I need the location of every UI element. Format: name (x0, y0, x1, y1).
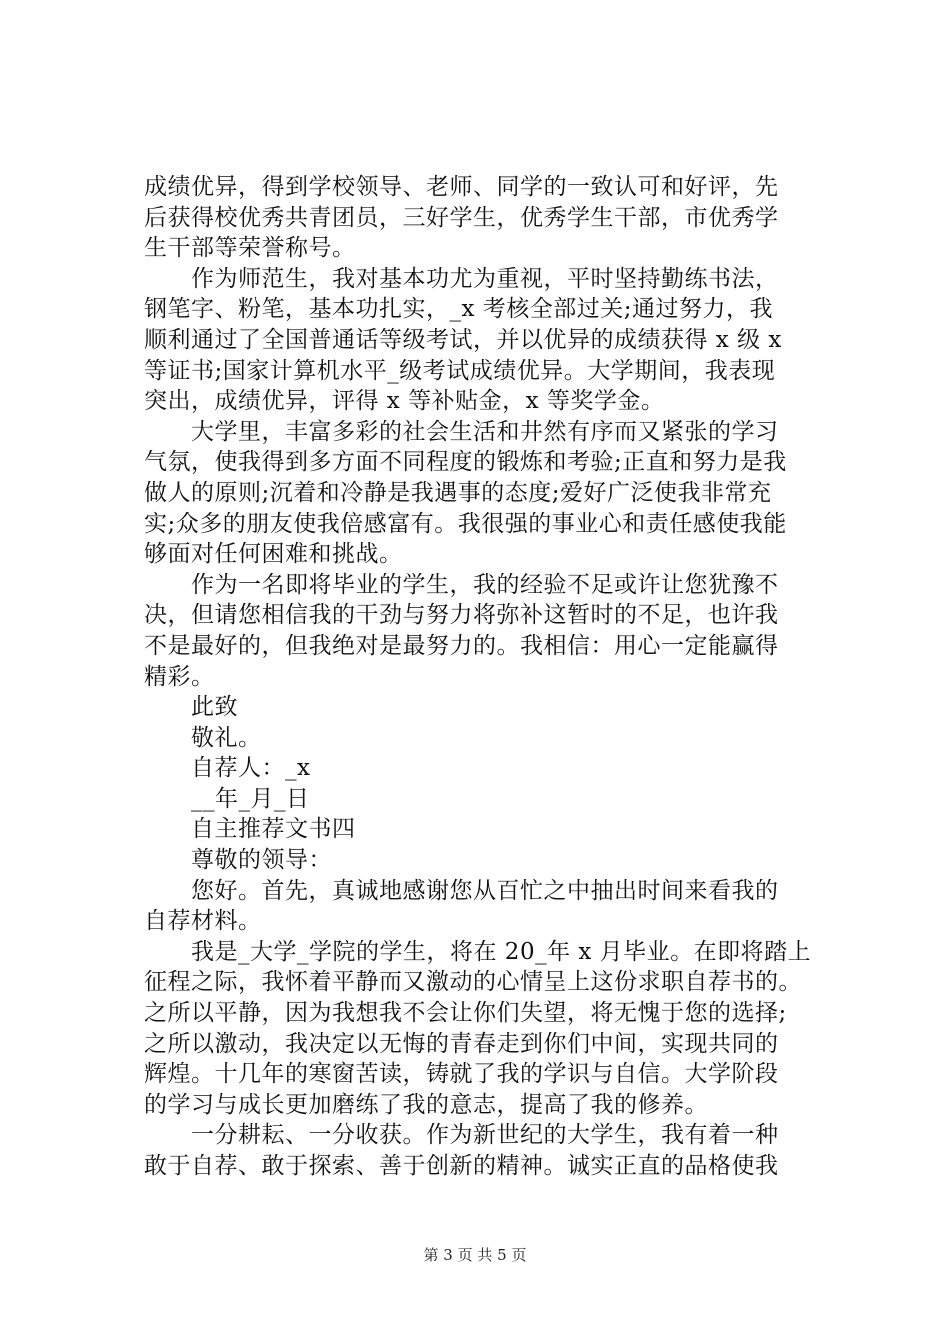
text-line: 不是最好的，但我绝对是最努力的。我相信：用心一定能赢得 (144, 632, 779, 659)
page-number-footer: 第 3 页 共 5 页 (423, 1246, 527, 1264)
text-line: 等证书;国家计算机水平_级考试成绩优异。大学期间，我表现 (144, 357, 776, 384)
text-line: 精彩。 (144, 663, 215, 690)
text-line: 顺利通过了全国普通话等级考试，并以优异的成绩获得 x 级 x (144, 326, 782, 353)
text-line: 成绩优异，得到学校领导、老师、同学的一致认可和好评，先 (144, 174, 779, 200)
greeting-line: 尊敬的领导： (144, 847, 332, 874)
text-line: 钢笔字、粉笔，基本功扎实，_x 考核全部过关;通过努力，我 (144, 296, 774, 323)
text-line: 之所以平静，因为我想我不会让你们失望，将无愧于您的选择; (144, 1000, 787, 1027)
text-line: 我是_大学_学院的学生，将在 20_年 x 月毕业。在即将踏上 (144, 938, 812, 965)
document-body (144, 172, 834, 1182)
text-line: 决，但请您相信我的干劲与努力将弥补这暂时的不足，也许我 (144, 602, 779, 629)
closing-salutation: 此致 (144, 694, 238, 721)
section-heading: 自主推荐文书四 (144, 816, 356, 843)
text-line: 生干部等荣誉称号。 (144, 235, 356, 262)
text-line: 作为师范生，我对基本功尤为重视，平时坚持勤练书法， (144, 265, 779, 292)
signature-line: 自荐人：_x (144, 755, 311, 782)
text-line: 够面对任何困难和挑战。 (144, 541, 403, 568)
date-line: __年_月_日 (144, 785, 310, 812)
text-line: 辉煌。十几年的寒窗苦读，铸就了我的学识与自信。大学阶段 (144, 1061, 779, 1088)
text-line: 征程之际，我怀着平静而又激动的心情呈上这份求职自荐书的。 (144, 969, 802, 996)
text-line: 做人的原则;沉着和冷静是我遇事的态度;爱好广泛使我非常充 (144, 479, 772, 506)
closing-regards: 敬礼。 (144, 724, 262, 751)
text-line: 大学里，丰富多彩的社会生活和井然有序而又紧张的学习 (144, 418, 779, 445)
text-line: 突出，成绩优异，评得 x 等补贴金，x 等奖学金。 (144, 388, 665, 415)
text-line: 后获得校优秀共青团员，三好学生，优秀学生干部，市优秀学 (144, 204, 779, 231)
text-line: 作为一名即将毕业的学生，我的经验不足或许让您犹豫不 (144, 571, 779, 598)
text-line: 的学习与成长更加磨练了我的意志，提高了我的修养。 (144, 1091, 708, 1118)
text-line: 实;众多的朋友使我倍感富有。我很强的事业心和责任感使我能 (144, 510, 787, 537)
text-line: 您好。首先，真诚地感谢您从百忙之中抽出时间来看我的 (144, 877, 779, 904)
text-line: 敢于自荐、敢于探索、善于创新的精神。诚实正直的品格使我 (144, 1153, 779, 1179)
text-line: 之所以激动，我决定以无悔的青春走到你们中间，实现共同的 (144, 1030, 779, 1057)
text-line: 自荐材料。 (144, 908, 262, 935)
text-line: 一分耕耘、一分收获。作为新世纪的大学生，我有着一种 (144, 1122, 779, 1149)
text-line: 气氛，使我得到多方面不同程度的锻炼和考验;正直和努力是我 (144, 449, 787, 476)
